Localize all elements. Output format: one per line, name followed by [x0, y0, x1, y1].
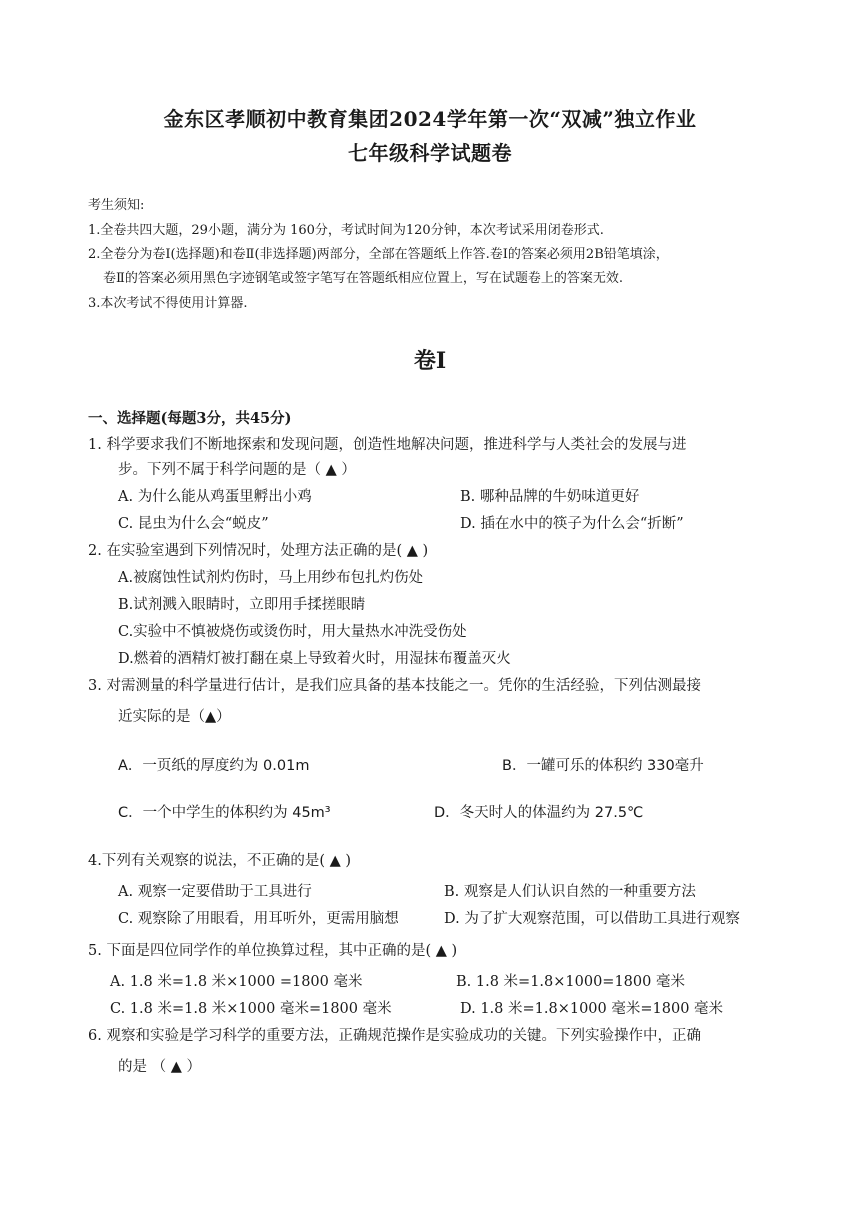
exam-subtitle: 七年级科学试题卷 — [348, 141, 512, 165]
notice-item: 3.本次考试不得使用计算器. — [88, 296, 248, 311]
question-1-stem-cont: 步。下列不属于科学问题的是（ ▲ ） — [118, 462, 356, 478]
notice-item: 2.全卷分为卷Ⅰ(选择题)和卷Ⅱ(非选择题)两部分，全部在答题纸上作答.卷Ⅰ的答案必须用2B铅笔填涂， — [88, 247, 669, 262]
notice-item: 1.全卷共四大题，29小题，满分为 160分，考试时间为120分钟，本次考试采用闭卷形式. — [88, 223, 604, 238]
question-1-stem: 1. 科学要求我们不断地探索和发现问题，创造性地解决问题，推进科学与人类社会的发展与进 — [88, 437, 687, 453]
question-1-option-c: C. 昆虫为什么会“蜕皮” — [118, 516, 269, 532]
question-1-option-b: B. 哪种品牌的牛奶味道更好 — [460, 489, 640, 505]
question-5-option-a: A. 1.8 米=1.8 米×1000 =1800 毫米 — [110, 974, 363, 990]
question-5-option-d: D. 1.8 米=1.8×1000 毫米=1800 毫米 — [460, 1001, 724, 1017]
question-3-option-c: C．一个中学生的体积约为 45m³ — [118, 805, 331, 821]
question-2-option-c: C.实验中不慎被烧伤或烫伤时，用大量热水冲洗受伤处 — [118, 624, 467, 640]
question-1-option-d: D. 插在水中的筷子为什么会“折断” — [460, 516, 684, 532]
question-5-option-b: B. 1.8 米=1.8×1000=1800 毫米 — [456, 974, 685, 990]
question-2-stem: 2. 在实验室遇到下列情况时，处理方法正确的是( ▲ ) — [88, 543, 429, 559]
question-6-stem-cont: 的是 （ ▲ ） — [118, 1059, 201, 1075]
question-1-option-a: A. 为什么能从鸡蛋里孵出小鸡 — [118, 489, 312, 505]
question-4-stem: 4.下列有关观察的说法，不正确的是( ▲ ) — [88, 853, 352, 869]
question-4-option-a: A. 观察一定要借助于工具进行 — [118, 884, 312, 900]
question-5-option-c: C. 1.8 米=1.8 米×1000 毫米=1800 毫米 — [110, 1001, 392, 1017]
section-title: 卷Ⅰ — [413, 348, 447, 374]
question-3-stem: 3. 对需测量的科学量进行估计，是我们应具备的基本技能之一。凭你的生活经验，下列估测最接 — [88, 678, 701, 694]
question-2-option-b: B.试剂溅入眼睛时，立即用手揉搓眼睛 — [118, 597, 366, 613]
question-3-option-b: B．一罐可乐的体积约 330毫升 — [502, 758, 704, 774]
notice-item: 卷Ⅱ的答案必须用黑色字迹钢笔或签字笔写在答题纸相应位置上，写在试题卷上的答案无效. — [103, 271, 623, 286]
question-3-stem-cont: 近实际的是（▲） — [118, 709, 231, 725]
question-3-option-d: D．冬天时人的体温约为 27.5℃ — [434, 805, 644, 821]
notice-heading: 考生须知: — [88, 198, 145, 213]
question-6-stem: 6. 观察和实验是学习科学的重要方法，正确规范操作是实验成功的关键。下列实验操作中，正确 — [88, 1028, 701, 1044]
question-3-option-a: A．一页纸的厚度约为 0.01m — [118, 758, 310, 774]
question-4-option-d: D. 为了扩大观察范围，可以借助工具进行观察 — [444, 911, 740, 927]
exam-title: 金东区孝顺初中教育集团2024学年第一次“双减”独立作业 — [163, 107, 697, 131]
question-4-option-b: B. 观察是人们认识自然的一种重要方法 — [444, 884, 696, 900]
part-heading: 一、选择题(每题3分，共45分) — [88, 410, 292, 427]
question-2-option-d: D.燃着的酒精灯被打翻在桌上导致着火时，用湿抹布覆盖灭火 — [118, 651, 511, 667]
question-4-option-c: C. 观察除了用眼看，用耳听外，更需用脑想 — [118, 911, 399, 927]
question-5-stem: 5. 下面是四位同学作的单位换算过程，其中正确的是( ▲ ) — [88, 943, 458, 959]
question-2-option-a: A.被腐蚀性试剂灼伤时，马上用纱布包扎灼伤处 — [118, 570, 424, 586]
